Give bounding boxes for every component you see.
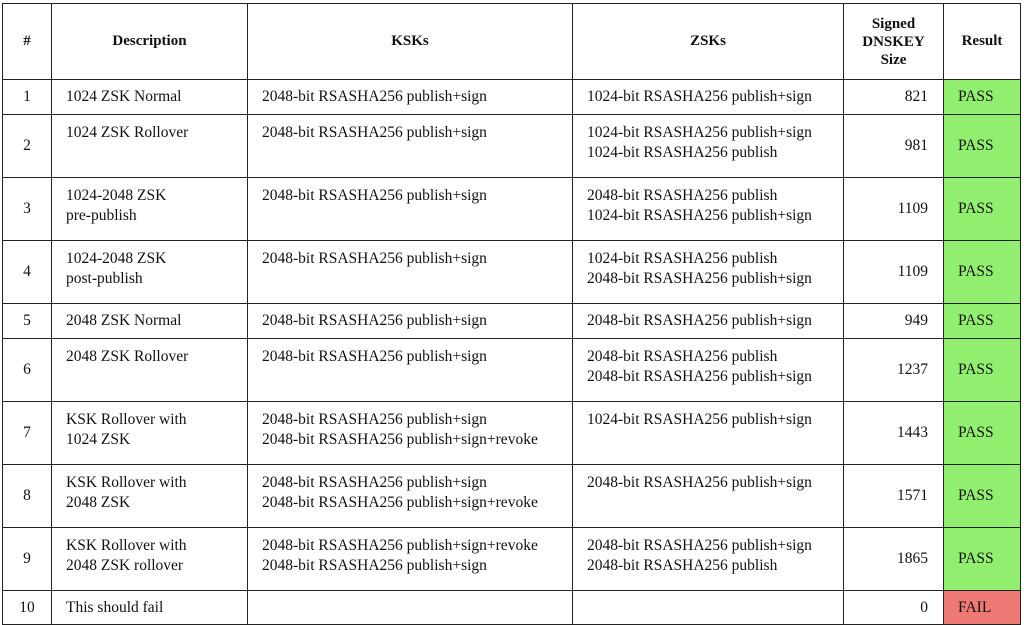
table-body — [3, 80, 1021, 625]
header-signed-dnskey-size — [844, 4, 944, 80]
signed-size-cell: 1571 — [844, 465, 944, 528]
zsks-cell — [573, 241, 844, 304]
zsk-line: 2048-bit RSASHA256 publish+sign — [587, 312, 812, 329]
row-number-cell: 2 — [3, 115, 52, 178]
description-line: 2048 ZSK Rollover — [66, 348, 189, 365]
header-number: # — [3, 4, 52, 80]
results-table — [2, 3, 1021, 625]
table-row — [3, 178, 1021, 241]
description-cell — [52, 115, 248, 178]
ksks-cell — [248, 80, 573, 115]
ksks-cell — [248, 241, 573, 304]
ksk-line: 2048-bit RSASHA256 publish+sign — [262, 411, 487, 428]
ksks-cell — [248, 402, 573, 465]
header-zsks: ZSKs — [573, 4, 844, 80]
zsk-line: 2048-bit RSASHA256 publish+sign — [587, 537, 812, 554]
description-line: post-publish — [66, 270, 143, 287]
zsks-cell — [573, 465, 844, 528]
zsks-cell — [573, 591, 844, 625]
ksks-cell — [248, 304, 573, 339]
description-line: 2048 ZSK rollover — [66, 557, 184, 574]
ksk-line: 2048-bit RSASHA256 publish+sign — [262, 88, 487, 105]
table-row — [3, 115, 1021, 178]
result-pass-badge: PASS — [944, 465, 1021, 528]
description-line: 2048 ZSK Normal — [66, 312, 182, 329]
description-line: This should fail — [66, 598, 164, 616]
result-pass-badge: PASS — [944, 115, 1021, 178]
description-cell — [52, 402, 248, 465]
signed-size-cell: 1109 — [844, 178, 944, 241]
row-number-cell: 10 — [3, 591, 52, 625]
header-size-line: DNSKEY — [862, 33, 925, 50]
header-size-line: Signed — [871, 15, 916, 32]
zsk-line: 1024-bit RSASHA256 publish — [587, 144, 778, 161]
ksks-cell — [248, 115, 573, 178]
result-pass-badge: PASS — [944, 178, 1021, 241]
signed-size-cell: 1109 — [844, 241, 944, 304]
row-number-cell: 5 — [3, 304, 52, 339]
row-number-cell: 7 — [3, 402, 52, 465]
ksk-line: 2048-bit RSASHA256 publish+sign+revoke — [262, 494, 538, 511]
signed-size-cell: 981 — [844, 115, 944, 178]
table-row — [3, 304, 1021, 339]
description-cell — [52, 241, 248, 304]
signed-size-cell: 1237 — [844, 339, 944, 402]
ksk-line: 2048-bit RSASHA256 publish+sign+revoke — [262, 431, 538, 448]
header-ksks: KSKs — [248, 4, 573, 80]
description-line: 1024 ZSK Rollover — [66, 124, 189, 141]
table-row — [3, 339, 1021, 402]
row-number-cell: 8 — [3, 465, 52, 528]
description-cell — [52, 528, 248, 591]
ksks-cell — [248, 528, 573, 591]
zsk-line: 1024-bit RSASHA256 publish+sign — [587, 124, 812, 141]
signed-size-cell: 949 — [844, 304, 944, 339]
ksks-cell — [248, 178, 573, 241]
ksk-line: 2048-bit RSASHA256 publish+sign+revoke — [262, 537, 538, 554]
description-cell — [52, 339, 248, 402]
description-line: pre-publish — [66, 207, 137, 224]
description-line: KSK Rollover with — [66, 474, 187, 491]
result-pass-badge: PASS — [944, 241, 1021, 304]
table-row — [3, 528, 1021, 591]
result-pass-badge: PASS — [944, 402, 1021, 465]
description-cell — [52, 591, 248, 625]
ksks-cell — [248, 591, 573, 625]
header-result: Result — [944, 4, 1021, 80]
description-line: KSK Rollover with — [66, 537, 187, 554]
zsk-line: 1024-bit RSASHA256 publish+sign — [587, 88, 812, 105]
zsks-cell — [573, 402, 844, 465]
description-cell — [52, 465, 248, 528]
description-line: 1024-2048 ZSK — [66, 250, 167, 267]
zsk-line: 1024-bit RSASHA256 publish+sign — [587, 207, 812, 224]
table-row — [3, 80, 1021, 115]
ksk-line: 2048-bit RSASHA256 publish+sign — [262, 312, 487, 329]
zsk-line: 2048-bit RSASHA256 publish — [587, 348, 778, 365]
description-line: 1024-2048 ZSK — [66, 187, 167, 204]
description-line: KSK Rollover with — [66, 411, 187, 428]
row-number-cell: 6 — [3, 339, 52, 402]
table-row — [3, 465, 1021, 528]
result-pass-badge: PASS — [944, 304, 1021, 339]
zsk-line: 1024-bit RSASHA256 publish — [587, 250, 778, 267]
header-description: Description — [52, 4, 248, 80]
ksk-line: 2048-bit RSASHA256 publish+sign — [262, 474, 487, 491]
header-row — [3, 4, 1021, 80]
table-row — [3, 402, 1021, 465]
description-cell — [52, 178, 248, 241]
description-cell — [52, 80, 248, 115]
zsks-cell — [573, 178, 844, 241]
row-number-cell: 4 — [3, 241, 52, 304]
zsks-cell — [573, 115, 844, 178]
zsks-cell — [573, 304, 844, 339]
results-table-container — [2, 3, 1021, 625]
ksk-line: 2048-bit RSASHA256 publish+sign — [262, 124, 487, 141]
signed-size-cell: 1443 — [844, 402, 944, 465]
row-number-cell: 1 — [3, 80, 52, 115]
zsks-cell — [573, 528, 844, 591]
signed-size-cell: 821 — [844, 80, 944, 115]
ksk-line: 2048-bit RSASHA256 publish+sign — [262, 557, 487, 574]
signed-size-cell: 0 — [844, 591, 944, 625]
row-number-cell: 9 — [3, 528, 52, 591]
description-line: 2048 ZSK — [66, 494, 131, 511]
description-line: 1024 ZSK Normal — [66, 88, 182, 105]
ksk-line: 2048-bit RSASHA256 publish+sign — [262, 187, 487, 204]
signed-size-cell: 1865 — [844, 528, 944, 591]
row-number-cell: 3 — [3, 178, 52, 241]
ksk-line: 2048-bit RSASHA256 publish+sign — [262, 250, 487, 267]
table-row — [3, 241, 1021, 304]
header-size-line: Size — [880, 51, 907, 68]
table-row — [3, 591, 1021, 625]
zsk-line: 2048-bit RSASHA256 publish+sign — [587, 368, 812, 385]
result-pass-badge: PASS — [944, 80, 1021, 115]
zsks-cell — [573, 339, 844, 402]
zsk-line: 2048-bit RSASHA256 publish — [587, 187, 778, 204]
zsk-line: 2048-bit RSASHA256 publish+sign — [587, 474, 812, 491]
zsk-line: 2048-bit RSASHA256 publish+sign — [587, 270, 812, 287]
zsk-line: 2048-bit RSASHA256 publish — [587, 557, 778, 574]
result-pass-badge: PASS — [944, 339, 1021, 402]
ksk-line: 2048-bit RSASHA256 publish+sign — [262, 348, 487, 365]
result-pass-badge: PASS — [944, 528, 1021, 591]
zsks-cell — [573, 80, 844, 115]
ksks-cell — [248, 339, 573, 402]
description-cell — [52, 304, 248, 339]
zsk-line: 1024-bit RSASHA256 publish+sign — [587, 411, 812, 428]
result-fail-badge: FAIL — [944, 591, 1021, 625]
ksks-cell — [248, 465, 573, 528]
description-line: 1024 ZSK — [66, 431, 131, 448]
